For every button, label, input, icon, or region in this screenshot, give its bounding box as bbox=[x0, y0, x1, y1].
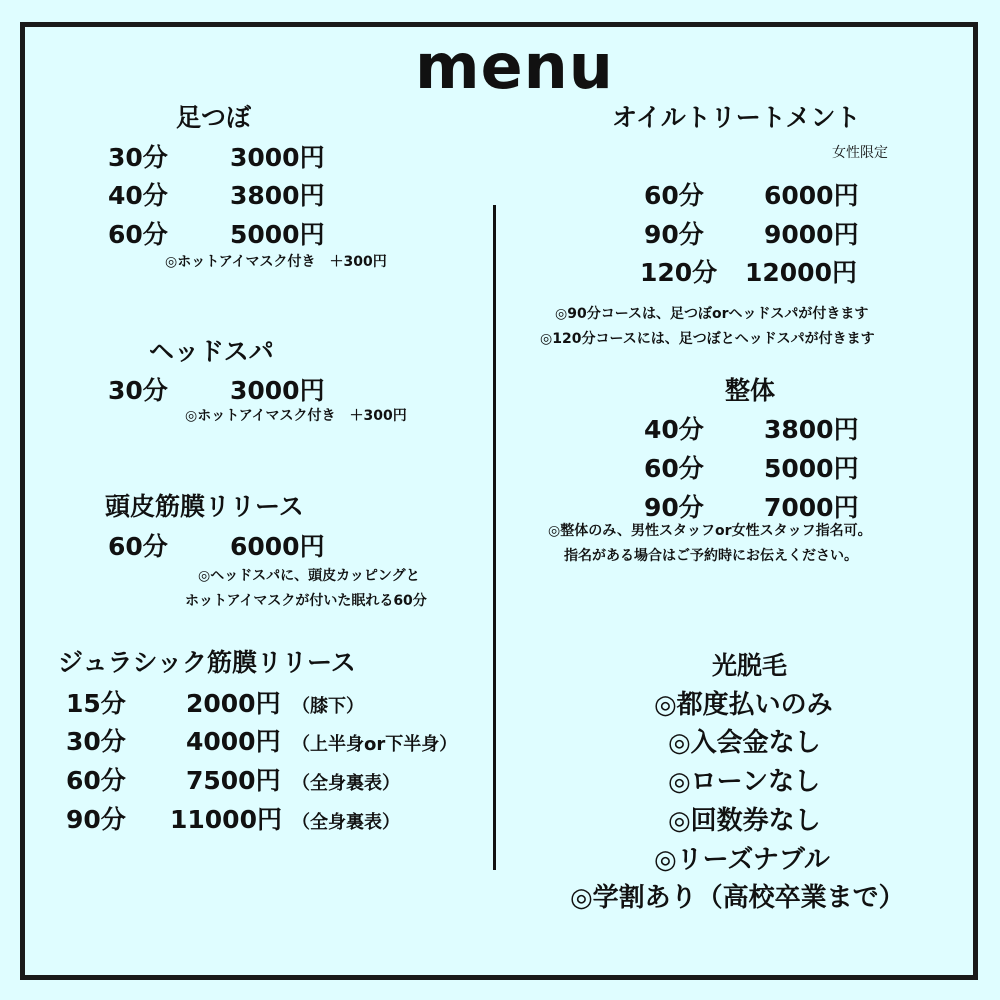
jurassic-row-price: 2000円 bbox=[186, 689, 281, 718]
hair-item: ◎入会金なし bbox=[668, 728, 821, 758]
foot-row-price: 3000円 bbox=[230, 143, 325, 172]
seitai-row-duration: 60分 bbox=[644, 454, 704, 483]
scalp-row-duration: 60分 bbox=[108, 532, 168, 561]
oil-row-price: 12000円 bbox=[745, 258, 857, 287]
foot-row-duration: 60分 bbox=[108, 220, 168, 249]
headspa-row-price: 3000円 bbox=[230, 376, 325, 405]
jurassic-row-price: 7500円 bbox=[186, 766, 281, 795]
foot-heading: 足つぼ bbox=[176, 103, 252, 132]
scalp-note-line1: ◎ヘッドスパに、頭皮カッピングと bbox=[198, 568, 420, 584]
seitai-heading: 整体 bbox=[725, 376, 776, 405]
jurassic-row-area: （全身裏表） bbox=[292, 812, 400, 833]
seitai-row-price: 7000円 bbox=[764, 493, 859, 522]
hair-item: ◎ローンなし bbox=[668, 767, 821, 797]
foot-row-price: 3800円 bbox=[230, 181, 325, 210]
seitai-note-line2: 指名がある場合はご予約時にお伝えください。 bbox=[564, 548, 858, 564]
hair-item: ◎学割あり（高校卒業まで） bbox=[570, 883, 905, 913]
oil-heading: オイルトリートメント bbox=[612, 103, 861, 132]
hair-item: ◎回数券なし bbox=[668, 806, 821, 836]
oil-sub: 女性限定 bbox=[832, 145, 888, 161]
jurassic-row-duration: 30分 bbox=[66, 727, 126, 756]
foot-row-price: 5000円 bbox=[230, 220, 325, 249]
foot-note: ◎ホットアイマスク付き ＋300円 bbox=[165, 254, 387, 270]
scalp-heading: 頭皮筋膜リリース bbox=[105, 492, 304, 521]
hair-heading: 光脱毛 bbox=[712, 651, 788, 680]
foot-row-duration: 40分 bbox=[108, 181, 168, 210]
oil-note-line1: ◎90分コースは、足つぼorヘッドスパが付きます bbox=[555, 306, 869, 322]
jurassic-row-duration: 15分 bbox=[66, 689, 126, 718]
seitai-row-duration: 40分 bbox=[644, 415, 704, 444]
jurassic-row-area: （全身裏表） bbox=[292, 773, 400, 794]
seitai-row-duration: 90分 bbox=[644, 493, 704, 522]
jurassic-row-duration: 60分 bbox=[66, 766, 126, 795]
foot-row-duration: 30分 bbox=[108, 143, 168, 172]
jurassic-row-price: 11000円 bbox=[170, 805, 282, 834]
jurassic-row-area: （上半身or下半身） bbox=[292, 734, 458, 755]
hair-item: ◎リーズナブル bbox=[654, 845, 830, 875]
page-title: menu bbox=[415, 30, 614, 103]
hair-item: ◎都度払いのみ bbox=[654, 690, 833, 720]
scalp-row-price: 6000円 bbox=[230, 532, 325, 561]
seitai-note-line1: ◎整体のみ、男性スタッフor女性スタッフ指名可。 bbox=[548, 523, 872, 539]
scalp-note-line2: ホットアイマスクが付いた眠れる60分 bbox=[185, 593, 427, 609]
headspa-row-duration: 30分 bbox=[108, 376, 168, 405]
jurassic-row-duration: 90分 bbox=[66, 805, 126, 834]
oil-row-price: 9000円 bbox=[764, 220, 859, 249]
oil-note-line2: ◎120分コースには、足つぼとヘッドスパが付きます bbox=[540, 331, 875, 347]
oil-row-duration: 60分 bbox=[644, 181, 704, 210]
headspa-note: ◎ホットアイマスク付き ＋300円 bbox=[185, 408, 407, 424]
column-divider bbox=[493, 205, 496, 870]
jurassic-heading: ジュラシック筋膜リリース bbox=[58, 648, 356, 677]
oil-row-duration: 90分 bbox=[644, 220, 704, 249]
oil-row-price: 6000円 bbox=[764, 181, 859, 210]
headspa-heading: ヘッドスパ bbox=[149, 337, 274, 366]
oil-row-duration: 120分 bbox=[640, 258, 718, 287]
seitai-row-price: 3800円 bbox=[764, 415, 859, 444]
jurassic-row-area: （膝下） bbox=[292, 696, 364, 717]
seitai-row-price: 5000円 bbox=[764, 454, 859, 483]
jurassic-row-price: 4000円 bbox=[186, 727, 281, 756]
